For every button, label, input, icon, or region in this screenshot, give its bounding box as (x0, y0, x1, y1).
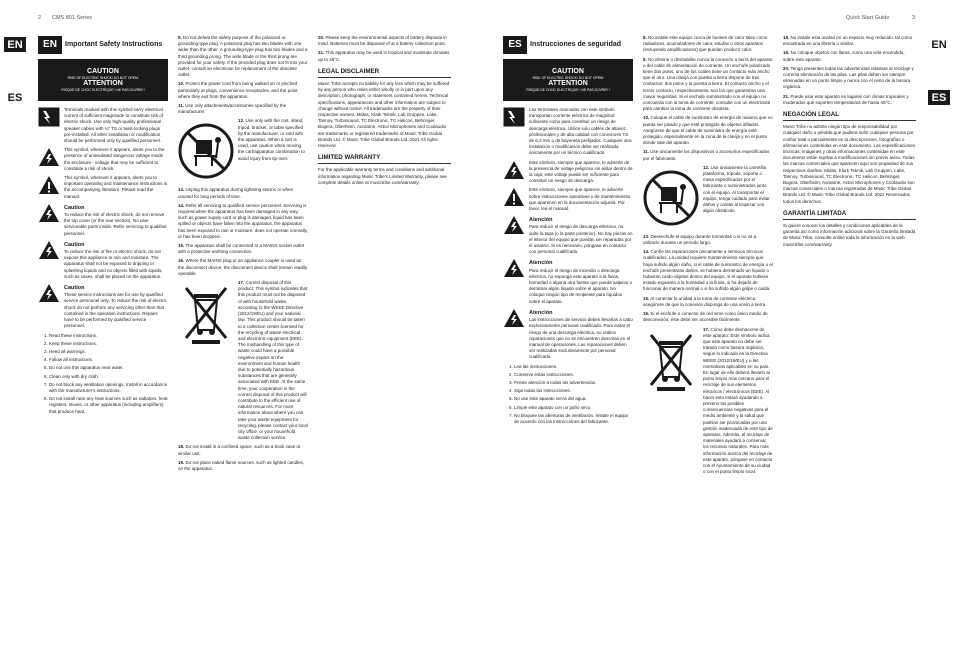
en-item-16: 16. Where the MAINS plug or an appliance coupler is used as the disconnect device, the disconnect device shall remain readily operable. (178, 258, 308, 276)
en-warranty-text: For the applicable warranty terms and conditions and additional information regarding Music Tribe's Limited Warranty, please see complete details online at musictribe.com/warranty. (318, 167, 447, 185)
list-item: 7. Do not block any ventilation openings. Install in accordance with the manufacturer's instructions. (49, 382, 168, 394)
es-section-header (503, 35, 633, 55)
lightning-bolt-icon (503, 160, 525, 180)
en-item-19: 19. Do not place naked flame sources, such as lighted candles, on the apparatus. (178, 459, 305, 471)
en-item-12: 12. Use only with the cart, stand, tripod, bracket, or table specified by the manufacturer, or sold with the apparatus. When a cart is used, use caution when moving the cart/apparatus combination to avoid injury from tip-over. (178, 118, 308, 184)
en-symbol-voltage: This symbol, wherever it appears, alerts you to the presence of uninsulated dangerous voltage inside the enclosure - voltage that may be sufficient to constitute a risk of shock. (38, 147, 168, 172)
list-item: 5. No use este aparato cerca del agua. (514, 396, 633, 402)
en-item-13: 13. Unplug this apparatus during lightning storms or when unused for long periods of time. (178, 187, 294, 199)
es-column-2 (643, 35, 773, 478)
en-caution-3: Caution These service instructions are for use by qualified service personnel only. To reduce the risk of electric shock do not perform any servicing other than that contained in the operation instructions. Repairs have to be performed by qualified service personnel. (38, 283, 168, 329)
es-caution-3: Atención Las instrucciones de servicio deben llevarlas a cabo exclusivamente personal cualificado. Para evitar el riesgo de una descarga eléctrica, no realice reparaciones que no se encuentren descritas en el manual de operaciones. Las reparaciones deben ser realizadas exclusivamente por personal cualificado. (503, 308, 633, 361)
en-legal-text: Music Tribe accepts no liability for any loss which may be suffered by any person who relies either wholly or in part upon any description, photograph, or statement contained herein. Technical specifications, appearances and other information are subject to change without notice. All trademarks are the property of their respective owners. Midas, Klark Teknik, Lab Gruppen, Lake, Tannoy, Turbosound, TC Electronic, TC Helicon, Behringer, Bugera, Oberheim, Auratone, Aston Microphones and Coolaudio are trademarks or registered trademarks of Music Tribe Global Brands Ltd. © Music Tribe Global Brands Ltd. 2021 All rights reserved. (318, 81, 450, 149)
es-instructions-list (503, 364, 633, 426)
es-symbol-terminal: Las terminales marcadas con este símbolo transportan corriente eléctrica de magnitud suficiente como para constituir un riesgo de descarga eléctrica. Utilice solo cables de altavoz profesionales y de alta calidad con conectores TS de 6,3 mm o de bayoneta prefijados. Cualquier otra instalación o modificación debe ser realizada únicamente por un técnico cualificado. (503, 107, 633, 157)
es-item-18: 18. No instale esta unidad en un espacio muy reducido, tal como encastrada en una librería o similar. (783, 35, 913, 47)
terminal-icon (38, 107, 60, 127)
lightning-bolt-icon (38, 147, 60, 167)
list-item: 2. Conserve estas instrucciones. (514, 372, 633, 378)
tab-en-right[interactable]: EN (928, 37, 950, 52)
cart-tipover-icon (643, 165, 699, 231)
list-item: 3. Preste atención a todas las advertencias. (514, 380, 633, 386)
es-item-10: 10. Coloque el cable de suministro de energía de manera que no pueda ser pisado y que esté protegido de objetos afilados. Asegúrese de que el cable de suministro de energía esté protegido, especialmente en la zona de la clavija y en el punto donde sale del aparato. (643, 115, 773, 146)
en-item-17: 17. Correct disposal of this product: This symbol indicates that this product must not be disposed of with household waste, according to the WEEE Directive (2012/19/EU) and your national law. This product should be taken to a collection center licensed for the recycling of waste electrical and electronic equipment (EEE). The mishandling of this type of waste could have a possible negative impact on the environment and human health due to potentially hazardous substances that are generally associated with EEE. At the same time, your cooperation in the correct disposal of this product will contribute to the efficient use of natural resources. For more information about where you can take your waste equipment for recycling, please contact your local city office, or your household waste collection service. (178, 280, 308, 441)
en-symbol-instructions: This symbol, wherever it appears, alerts you to important operating and maintenance instructions in the accompanying literature. Please read the manual. (38, 175, 168, 200)
terminal-icon (503, 107, 525, 127)
series-name: CMS 801 Series (52, 15, 93, 21)
es-item-11: 11. Use únicamente los dispositivos o accesorios especificados por el fabricante. (643, 149, 770, 161)
list-item: 5. Do not use this apparatus near water. (49, 365, 168, 371)
es-item-8: 8. No instale este equipo cerca de fuentes de calor tales como radiadores, acumuladores de calor, estufas u otros aparatos (incluyendo amplificadores) que puedan producir calor. (643, 35, 768, 53)
page-number-left: 2 (38, 15, 42, 21)
en-item-14: 14. Refer all servicing to qualified service personnel. Servicing is required when the apparatus has been damaged in any way, such as power supply cord or plug is damaged, liquid has been spilled or objects have fallen into the apparatus, the apparatus has been exposed to rain or moisture, does not operate normally, or has been dropped. (178, 202, 308, 239)
tab-es-left[interactable]: ES (4, 90, 26, 105)
es-legal-text: Music Tribe no admite ningún tipo de responsabilidad por cualquier daño o pérdida que pudiera sufrir cualquier persona por confiar total o parcialmente en la descripciones, fotografías o afirmaciones contenidas en este documento. Las especificaciones técnicas, imágenes y otras informaciones contenidas en este documento están sujetas a modificaciones sin previo aviso. Todas las marcas comerciales que aparecen aquí son propiedad de sus respectivos dueños. Midas, Klark Teknik, Lab Gruppen, Lake, Tannoy, Turbosound, TC Electronic, TC Helicon, Behringer, Bugera, Oberheim, Auratone, Aston Microphones y Coolaudio son marcas comerciales o marcas registradas de Music Tribe Global Brands Ltd. © Music Tribe Global Brands Ltd. 2021 Reservados todos los derechos. (783, 124, 916, 204)
en-caution-2: Caution To reduce the risk of fire or electric shock, do not expose this appliance to rain and moisture. The apparatus shall not be exposed to dripping or splashing liquids and no objects filled with liquids, such as vases, shall be placed on the apparatus. (38, 240, 168, 280)
cart-tipover-icon (178, 118, 234, 184)
list-item: 3. Heed all warnings. (49, 349, 168, 355)
es-column-3 (783, 35, 916, 251)
es-symbol-voltage: Este símbolo, siempre que aparece, le advierte de la presencia de voltaje peligroso sin aislar dentro de la caja; este voltaje puede ser suficiente para constituir un riesgo de descarga. (503, 160, 633, 185)
caution-box-es: CAUTION RISK OF ELECTRIC SHOCK! DO NOT OPEN! ATTENTION RISQUE DE CHOC ELECTRIQUE ! NE PAS OUVRIR ! (503, 59, 633, 101)
guide-name: Quick Start Guide (846, 15, 890, 21)
es-symbol-instructions: Este símbolo, siempre que aparece, le advierte sobre instrucciones operativas y de mantenimiento que aparecen en la documentación adjunta. Por favor, lea el manual. (503, 187, 633, 212)
attention-sub: RISQUE DE CHOC ELECTRIQUE ! NE PAS OUVRIR ! (61, 88, 145, 92)
en-section-title: Important Safety Instructions (65, 41, 163, 48)
tab-en-left[interactable]: EN (4, 37, 26, 52)
en-item-10: 10. Protect the power cord from being walked on or pinched particularly at plugs, convenience receptacles, and the point where they exit from the apparatus. (178, 81, 298, 99)
weee-bin-icon (643, 327, 699, 393)
page-right (477, 0, 954, 648)
list-item: 6. Limpie este aparato con un paño seco. (514, 405, 633, 411)
lightning-bolt-icon (503, 258, 525, 278)
en-section-header (38, 35, 168, 55)
en-item-21: 21. This apparatus may be used in tropical and moderate climates up to 45°C. (318, 50, 450, 62)
es-item-13: 13. Desenchufe el equipo durante tormentas o si no va a utilizarlo durante un periodo largo. (643, 233, 757, 246)
list-item: 1. Read these instructions. (49, 333, 168, 339)
es-caution-2: Atención Para reducir el riesgo de incendio o descarga eléctrica, no exponga este aparato a la lluvia, humedad o alguna otra fuente que pueda salpicar o derramar algún líquido sobre el aparato. No coloque ningún tipo de recipiente para líquidos sobre el aparato. (503, 258, 633, 304)
en-symbol-terminal: Terminals marked with this symbol carry electrical current of sufficient magnitude to constitute risk of electric shock. Use only high-quality professional speaker cables with ¼" TS or twist-locking plugs pre-installed. All other installation or modification should be performed only by qualified personnel. (38, 107, 168, 144)
en-instructions-list (38, 333, 168, 415)
lightning-bolt-icon (503, 215, 525, 235)
weee-bin-icon (178, 280, 234, 346)
es-item-17: 17. Cómo debe deshacerse de este aparato: Este símbolo indica que este aparato no debe ser tratado como basura orgánica, según lo indicado en la Directiva WEEE (2012/19/EU) y a las normativas aplicables en su país. En lugar de ello deberá llevarlo al punto limpio más cercano para el reciclaje de sus elementos eléctricos / electrónicos (EEE). Al hacer esto estará ayudando a prevenir las posibles consecuencias negativas para el medio ambiente y la salud que podrían ser provocadas por una gestión inadecuada de este tipo de aparatos. Además, el reciclaje de materiales ayudará a conservar los recursos naturales. Para más información acerca del reciclaje de este aparato, póngase en contacto con el Ayuntamiento de su ciudad o con el punto limpio local. (643, 327, 773, 476)
en-item-11: 11. Use only attachments/accessories specified by the manufacturer. (178, 103, 287, 115)
en-item-15: 15. The apparatus shall be connected to a MAINS socket outlet with a protective earthing connection. (178, 243, 305, 255)
list-item: 2. Keep these instructions. (49, 341, 168, 347)
list-item: 4. Siga todas las instrucciones. (514, 388, 633, 394)
es-item-19: 19. No coloque objetos con llama, como una vela encendida, sobre este aparato. (783, 50, 905, 62)
en-column-2 (178, 35, 308, 475)
es-item-14: 14. Confíe las reparaciones únicamente a servicios técnicos cualificados. La unidad requiere mantenimiento siempre que haya sufrido algún daño, si el cable de suministro de energía o el enchufe presentaran daños, se hubiera derramado un líquido o hubieran caído objetos dentro del equipo, si el aparato hubiera estado expuesto a la humedad o la lluvia, si ha dejado de funcionar de manera normal o si ha sufrido algún golpe o caída. (643, 249, 773, 292)
es-section-title: Instrucciones de seguridad (530, 41, 622, 48)
lightning-bolt-icon (38, 240, 60, 260)
exclamation-icon (503, 187, 525, 207)
list-item: 1. Lea las instrucciones. (514, 364, 633, 370)
list-item: 8. Do not install near any heat sources such as radiators, heat registers, stoves, or other apparatus (including amplifiers) that produce heat. (49, 396, 168, 415)
es-caution-1: Atención Para reducir el riesgo de descarga eléctrica, no quite la tapa (o la parte posterior). No hay piezas en el interior del equipo que puedan ser reparadas por el usuario. Si es necesario, póngase en contacto con personal cualificado. (503, 215, 633, 255)
en-column-3 (318, 35, 451, 189)
es-lang-box: ES (503, 36, 527, 54)
tab-es-right[interactable]: ES (928, 90, 950, 105)
es-warranty-heading: GARANTÍA LIMITADA (783, 211, 916, 220)
en-item-9: 9. Do not defeat the safety purpose of the polarized or grounding-type plug. A polarized plug has two blades with one wider than the other. A grounding-type plug has two blades and a third grounding prong. The wide blade or the third prong are provided for your safety. If the provided plug does not fit into your outlet, consult an electrician for replacement of the obsolete outlet. (178, 35, 308, 78)
list-item: 4. Follow all instructions. (49, 357, 168, 363)
es-item-20: 20. Tenga presentes todas las advertencias relativas al reciclaje y correcta eliminación de las pilas. Las pilas deben ser siempre eliminadas en un punto limpio y nunca con el resto de la basura orgánica. (783, 65, 914, 90)
es-item-16: 16. Si el enchufe o conector de red sirve como único medio de desconexión, éste debe ser accesible fácilmente. (643, 311, 768, 323)
caution-label: CAUTION (87, 68, 119, 75)
en-caution-1: Caution To reduce the risk of electric shock, do not remove the top cover (or the rear section). No user serviceable parts inside. Refer servicing to qualified personnel. (38, 203, 168, 237)
en-item-18: 18. Do not install in a confined space, such as a book case or similar unit. (178, 444, 301, 456)
en-item-20: 20. Please keep the environmental aspects of battery disposal in mind. Batteries must be disposed-of at a battery collection point. (318, 35, 447, 47)
list-item: 6. Clean only with dry cloth. (49, 374, 168, 380)
es-warranty-text: Si quiere conocer los detalles y condiciones aplicables de la garantía así como información adicional sobre la Garantía limitada de Music Tribe, consulte online toda la información en la web musictribe.com/warranty. (783, 223, 916, 247)
lightning-bolt-icon (38, 203, 60, 223)
en-lang-box: EN (38, 36, 62, 54)
en-warranty-heading: LIMITED WARRANTY (318, 155, 451, 164)
es-column-1 (503, 35, 633, 427)
caution-box-en (38, 59, 168, 101)
caution-sub: RISK OF ELECTRIC SHOCK! DO NOT OPEN! (67, 76, 139, 80)
exclamation-icon (38, 175, 60, 195)
es-item-21: 21. Puede usar este aparato en lugares con climas tropicales y moderados que soporten temperaturas de hasta 45°C. (783, 93, 909, 105)
en-column-1 (38, 35, 168, 417)
attention-label: ATTENTION (83, 80, 123, 87)
en-legal-heading: LEGAL DISCLAIMER (318, 69, 451, 78)
es-legal-heading: NEGACIÓN LEGAL (783, 112, 916, 121)
es-item-9: 9. No elimine o deshabilite nunca la conexión a tierra del aparato o del cable de alimentación de corriente. Un enchufe polarizado tiene dos polos, uno de los cuales tiene un contacto más ancho que el otro. Una clavija con puesta a tierra dispone de tres contactos: dos polos y la puesta a tierra. El contacto ancho y el tercer contacto, respectivamente, son los que garantizan una mayor seguridad. Si el enchufe suministrado con el equipo no concuerda con la toma de corriente, consulte con un electricista para cambiar la toma de corriente obsoleta. (643, 56, 773, 112)
lightning-bolt-icon (38, 283, 60, 303)
page-number-right: 3 (912, 15, 916, 21)
es-item-12: 12. Use únicamente la carretilla, plataforma, trípode, soporte o mesa especificados por el fabricante o suministrados junto con el equipo. Al transportar el equipo, tenga cuidado para evitar daños y caídas al tropezar con algún obstáculo. (643, 165, 773, 231)
list-item: 7. No bloquee las aberturas de ventilación. Instale el equipo de acuerdo con las instrucciones del fabricante. (514, 413, 633, 425)
es-item-15: 15. Al conectar la unidad a la toma de corriente eléctrica asegúrese de que la conexión disponga de una unión a tierra. (643, 295, 767, 307)
lightning-bolt-icon (503, 308, 525, 328)
